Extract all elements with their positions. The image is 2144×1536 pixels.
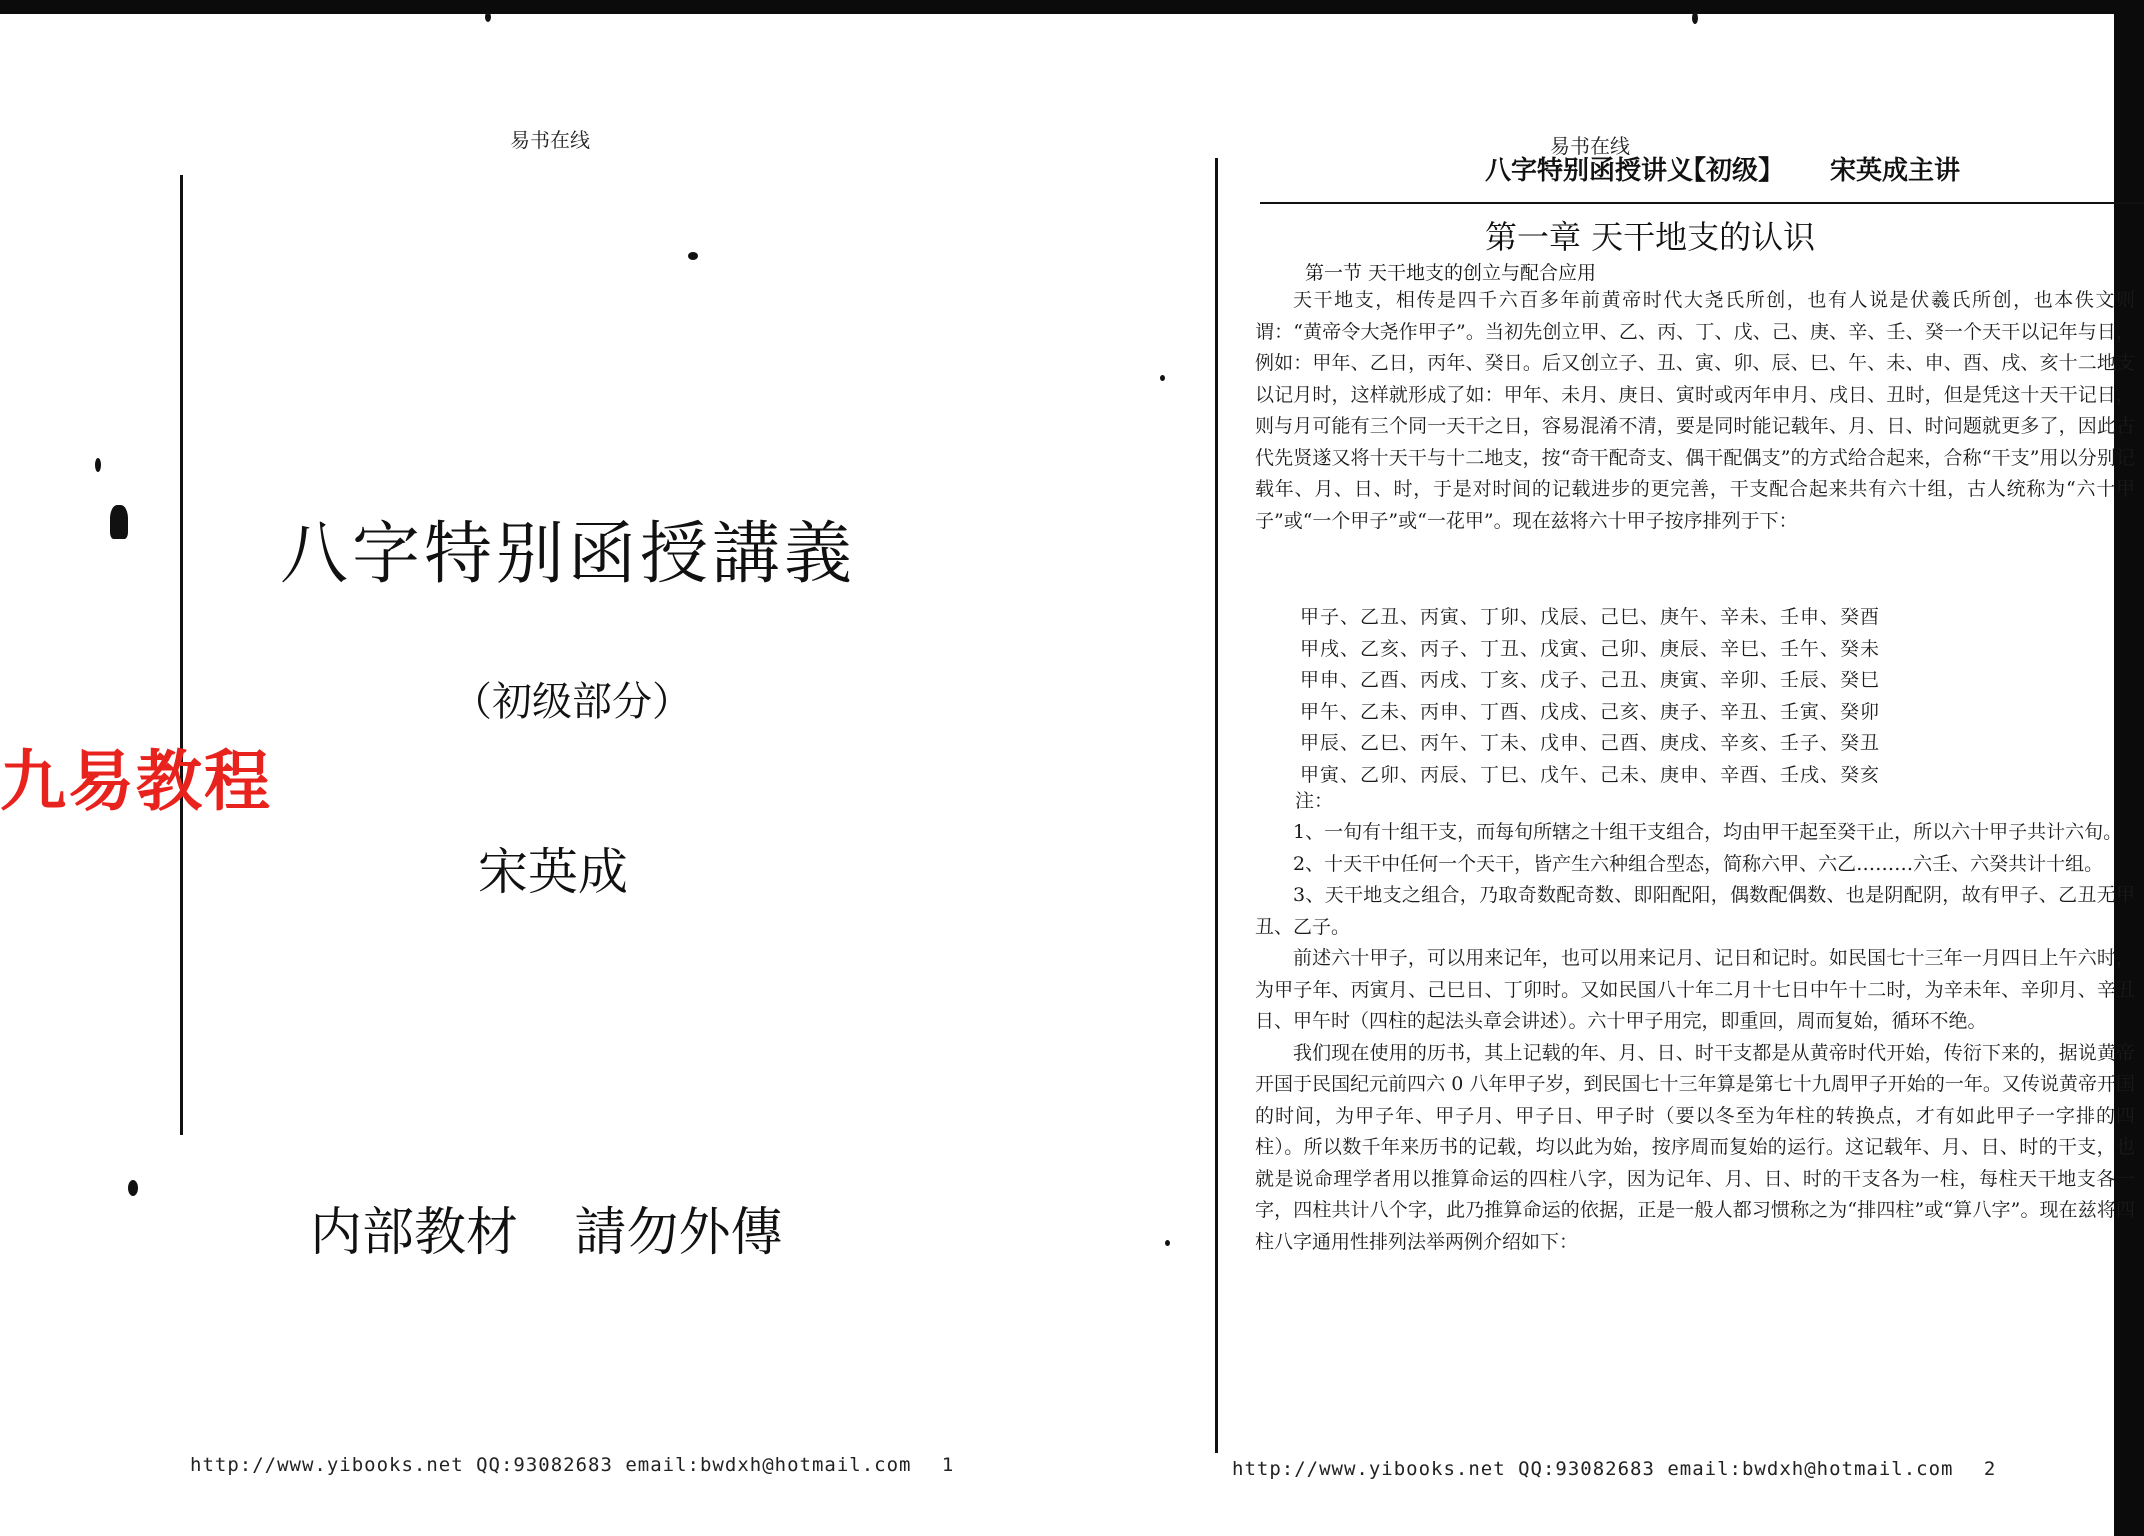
right-footer — [1232, 1458, 1996, 1480]
right-footer-text: http://www.yibooks.net QQ:93082683 email:bwdxh@hotmail.com — [1232, 1458, 1954, 1480]
scan-right-edge — [2114, 0, 2144, 1536]
course-title: 八字特别函授讲义 — [1485, 156, 1694, 186]
jiazi-row: 甲辰、乙巳、丙午、丁未、戊申、己酉、庚戌、辛亥、壬子、癸丑 — [1300, 732, 1881, 754]
scan-speck — [1160, 375, 1165, 381]
course-header — [1130, 150, 2030, 198]
note-label: 注： — [1295, 790, 1334, 812]
cover-notice: 内部教材 請勿外傳 — [310, 1203, 783, 1263]
right-site-header: 易书在线 — [1550, 134, 1630, 158]
cover-author: 宋英成 — [478, 843, 628, 901]
left-site-header: 易书在线 — [510, 128, 590, 152]
paragraph-2: 前述六十甲子，可以用来记年，也可以用来记月、记日和记时。如民国七十三年一月四日上午六时，为甲子年、丙寅月、己巳日、丁卯时。又如民国八十年二月十七日中午十二时，为辛未年、辛卯月、辛丑日、甲午时（四柱的起法头章会讲述）。六十甲子用完，即重回，周而复始，循环不绝。 — [1255, 947, 2135, 1032]
scan-speck — [110, 505, 128, 539]
jiazi-row: 甲申、乙酉、丙戌、丁亥、戊子、己丑、庚寅、辛卯、壬辰、癸巳 — [1300, 669, 1881, 691]
cover-subtitle: （初级部分） — [452, 679, 692, 725]
scan-speck — [95, 458, 101, 472]
jiazi-row: 甲子、乙丑、丙寅、丁卯、戊辰、己巳、庚午、辛未、壬申、癸酉 — [1300, 606, 1881, 628]
note-item: 2、十天干中任何一个天干，皆产生六种组合型态，简称六甲、六乙………六壬、六癸共计十组。 — [1293, 852, 2104, 875]
jiazi-row: 甲午、乙未、丙申、丁酉、戊戌、己亥、庚子、辛丑、壬寅、癸卯 — [1300, 700, 1881, 723]
scan-speck — [128, 1180, 138, 1196]
jiazi-table — [1300, 602, 1880, 791]
course-level: 【初级】 — [1680, 156, 1785, 186]
intro-paragraph: 天干地支，相传是四千六百多年前黄帝时代大尧氏所创，也有人说是伏羲氏所创，也本佚文则谓：“黄帝令大尧作甲子”。当初先创立甲、乙、丙、丁、戊、己、庚、辛、壬、癸一个天干以记年与日，例如：甲年、乙日，丙年、癸日。后又创立子、丑、寅、卯、辰、巳、午、未、申、酉、戌、亥十二地支以记月时，这样就形成了如：甲年、未月、庚日、寅时或丙年申月、戌日、丑时，但是凭这十天干记日，则与月可能有三个同一天干之日，容易混淆不清，要是同时能记载年、月、日、时问题就更多了，因此古代先贤遂又将十天干与十二地支，按“奇干配奇支、偶干配偶支”的方式给合起来，合称“干支”用以分别记载年、月、日、时，于是对时间的记载进步的更完善，干支配合起来共有六十组，古人统称为“六十甲子”或“一个甲子”或“一花甲”。现在兹将六十甲子按序排列于下： — [1255, 289, 2135, 532]
chapter-title: 第一章 天干地支的认识 — [1485, 218, 1816, 256]
scan-speck — [485, 12, 491, 22]
note-item: 1、一旬有十组干支，而每旬所辖之十组干支组合，均由甲干起至癸干止，所以六十甲子共计六旬。 — [1293, 821, 2123, 843]
note-item: 3、天干地支之组合，乃取奇数配奇数、即阳配阳，偶数配偶数、也是阴配阴，故有甲子、乙丑无甲丑、乙子。 — [1255, 884, 2135, 938]
intro-block — [1255, 285, 2135, 537]
right-binding-line — [1215, 158, 1218, 1453]
left-footer — [190, 1454, 954, 1476]
scan-speck — [1692, 12, 1698, 24]
scan-speck — [688, 252, 698, 260]
jiazi-row: 甲戌、乙亥、丙子、丁丑、戊寅、己卯、庚辰、辛巳、壬午、癸未 — [1300, 637, 1881, 660]
watermark-logo: 九易教程 — [0, 743, 272, 820]
notes-block — [1255, 817, 2135, 1258]
right-page — [1100, 0, 2135, 1536]
left-binding-line — [180, 175, 183, 1135]
cover-title: 八字特别函授講義 — [280, 515, 857, 594]
right-page-number: 2 — [1983, 1458, 1997, 1480]
left-page-number: 1 — [941, 1454, 955, 1476]
header-rule — [1260, 202, 2144, 204]
jiazi-row: 甲寅、乙卯、丙辰、丁巳、戊午、己未、庚申、辛酉、壬戌、癸亥 — [1300, 763, 1881, 786]
left-footer-text: http://www.yibooks.net QQ:93082683 email:bwdxh@hotmail.com — [190, 1454, 912, 1476]
paragraph-3: 我们现在使用的历书，其上记载的年、月、日、时干支都是从黄帝时代开始，传衍下来的，据说黄帝开国于民国纪元前四六 0 八年甲子岁，到民国七十三年算是第七十九周甲子开始的一年。又传说黄帝开国的时间，为甲子年、甲子月、甲子日、甲子时（要以冬至为年柱的转换点，才有如此甲子一字排的四柱）。所以数千年来历书的记载，均以此为始，按序周而复始的运行。这记载年、月、日、时的干支，也就是说命理学者用以推算命运的四柱八字，因为记年、月、日、时的干支各为一柱，每柱天干地支各一字，四柱共计八个字，此乃推算命运的依据，正是一般人都习惯称之为“排四柱”或“算八字”。现在兹将四柱八字通用性排列法举两例介绍如下： — [1255, 1041, 2135, 1253]
course-lecturer: 宋英成主讲 — [1830, 156, 1961, 186]
scan-speck — [1165, 1240, 1170, 1246]
section-title: 第一节 天干地支的创立与配合应用 — [1305, 262, 1597, 284]
